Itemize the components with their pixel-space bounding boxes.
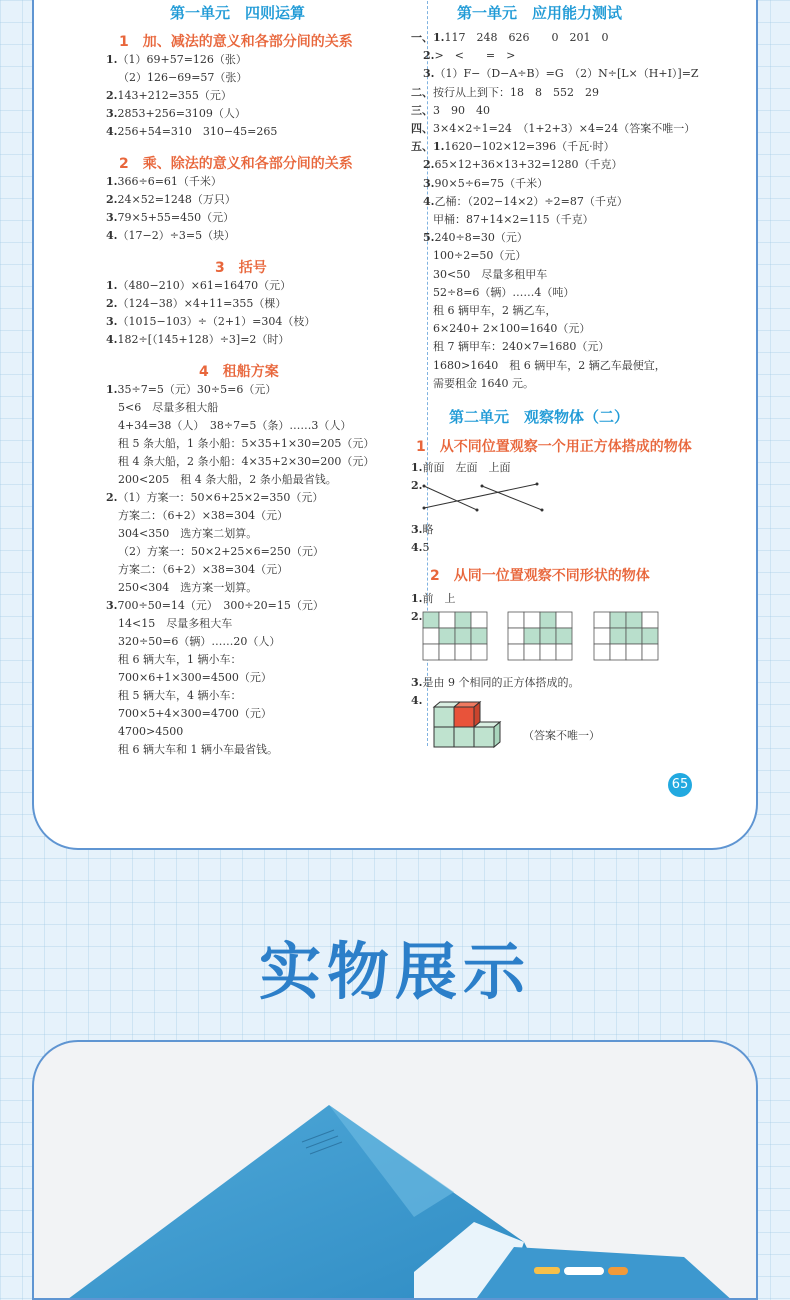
grid-cell — [594, 644, 610, 660]
answer-text: 租 5 条大船，1 条小船：5×35+1×30=205（元） — [118, 437, 375, 450]
answer-line — [118, 435, 374, 453]
answer-text: 5<6 尽量多租大船 — [118, 401, 219, 414]
section-title: 2 乘、除法的意义和各部分间的关系 — [119, 156, 353, 172]
grid-cell — [439, 644, 455, 660]
answer-number: 1. — [106, 53, 118, 66]
grid-cell — [626, 628, 642, 644]
answer-text: 52÷8=6（辆）……4（吨） — [433, 285, 575, 299]
answer-text: 1620−102×12=396（千瓦·时） — [444, 140, 615, 154]
answer-text: （480−210）×61=16470（元） — [117, 279, 292, 292]
answer-number: 2. — [106, 193, 118, 206]
answer-number: 1. — [411, 592, 423, 605]
answer-line — [118, 507, 288, 525]
answer-text: 租 6 辆大车，1 辆小车： — [118, 653, 242, 666]
answer-line — [433, 266, 547, 284]
answer-line — [411, 590, 455, 608]
answer-line — [118, 579, 257, 597]
answer-text: 240÷8=30（元） — [434, 231, 528, 245]
answer-text: 是由 9 个相同的正方体搭成的。 — [422, 676, 580, 689]
grid-cell — [455, 612, 471, 628]
answer-text: （17−2）÷3=5（块） — [117, 229, 236, 242]
grid-cell — [540, 644, 556, 660]
answer-line — [106, 105, 246, 123]
answer-text: 2853+256=3109（人） — [117, 107, 246, 120]
answer-line — [118, 651, 242, 669]
answer-text: 366÷6=61（千米） — [117, 175, 222, 188]
answer-line — [118, 669, 272, 687]
answer-text: 需要租金 1640 元。 — [433, 376, 534, 390]
cube-structure-icon — [432, 700, 508, 750]
grid-cell — [471, 644, 487, 660]
answer-text: 按行从上到下：18 8 552 29 — [433, 85, 599, 99]
answer-number: 5. — [423, 231, 435, 245]
section-title: 1 从不同位置观察一个用正方体搭成的物体 — [416, 439, 692, 455]
answer-line — [411, 120, 695, 138]
answer-number: 4. — [411, 694, 423, 707]
grid-cell — [423, 612, 439, 628]
answer-line — [118, 615, 232, 633]
answer-line — [118, 453, 374, 471]
answer-text: （2）方案一：50×2+25×6=250（元） — [118, 545, 324, 558]
answer-text: 租 5 辆大车，4 辆小车： — [118, 689, 242, 702]
answer-number: 1. — [106, 175, 118, 188]
answer-text: 320÷50=6（辆）……20（人） — [118, 635, 281, 648]
grid-cell — [594, 628, 610, 644]
answer-line — [118, 525, 257, 543]
answer-text: （2）126−69=57（张） — [118, 71, 248, 84]
answer-number: 三、 — [411, 103, 433, 117]
answer-line — [106, 173, 222, 191]
answer-line — [106, 87, 232, 105]
answer-text: 100÷2=50（元） — [433, 249, 527, 263]
grid-cell — [439, 612, 455, 628]
answer-text: 3×4×2÷1=24 （1+2+3）×4=24（答案不唯一） — [433, 122, 696, 135]
answer-line — [106, 597, 324, 615]
answer-line — [433, 338, 609, 356]
answer-text: 5 — [422, 541, 430, 554]
answer-line — [411, 138, 615, 156]
answer-text: 略 — [422, 523, 434, 536]
answer-text: 乙桶：（202−14×2）÷2=87（千克） — [434, 194, 628, 208]
answer-line — [118, 633, 280, 651]
product-photo-card — [32, 1040, 758, 1300]
answer-line — [423, 229, 528, 247]
answer-line — [106, 191, 236, 209]
answer-line — [423, 156, 623, 174]
grid-cell — [455, 628, 471, 644]
cube-note: （答案不唯一） — [523, 729, 600, 742]
answer-line — [118, 705, 272, 723]
grid-cell — [508, 628, 524, 644]
answer-line — [118, 687, 242, 705]
answer-line — [118, 399, 218, 417]
answer-line — [411, 102, 490, 120]
grid-cell — [508, 644, 524, 660]
answer-line — [423, 65, 699, 83]
answer-number: 一、1. — [411, 31, 445, 44]
answer-text: 租 7 辆甲车：240×7=1680（元） — [433, 340, 610, 354]
answer-text: 4+34=38（人） 38÷7=5（条）……3（人） — [118, 419, 352, 432]
answer-text: 143+212=355（元） — [117, 89, 232, 102]
answer-number: 4. — [411, 541, 423, 554]
answer-number: 4. — [106, 125, 118, 138]
answer-number: 3. — [106, 211, 118, 224]
answer-text: 前 上 — [422, 592, 456, 605]
answer-line — [106, 381, 276, 399]
answer-number: 2. — [106, 89, 118, 102]
view-grid-3 — [593, 611, 659, 661]
answer-line — [118, 561, 288, 579]
grid-cell — [556, 644, 572, 660]
answer-number: 3. — [411, 676, 423, 689]
answer-number: 3. — [106, 599, 118, 612]
answer-text: 6×240+ 2×100=1640（元） — [433, 322, 591, 336]
answer-text: 30<50 尽量多租甲车 — [433, 267, 548, 281]
answer-number: 四、 — [411, 122, 433, 135]
grid-cell — [471, 612, 487, 628]
answer-line — [118, 543, 324, 561]
answer-text: 方案二：（6+2）×38=304（元） — [118, 563, 289, 576]
answer-number: 二、 — [411, 85, 433, 99]
unit2-title: 第二单元 观察物体（二） — [449, 408, 630, 426]
answer-line — [423, 193, 628, 211]
answer-number: 1. — [411, 461, 423, 474]
answer-text: > < = > — [434, 49, 516, 63]
answer-line — [411, 539, 429, 557]
grid-cell — [540, 612, 556, 628]
answer-text: 租 6 辆甲车，2 辆乙车， — [433, 304, 557, 317]
answer-text: 前面 左面 上面 — [422, 461, 511, 474]
grid-cell — [642, 644, 658, 660]
answer-line — [433, 320, 590, 338]
answer-text: （1015−103）÷（2+1）=304（枝） — [117, 315, 316, 328]
grid-cell — [642, 612, 658, 628]
answer-text: 117 248 626 0 201 0 — [444, 31, 609, 44]
grid-cell — [540, 628, 556, 644]
answer-text: 租 6 辆大车和 1 辆小车最省钱。 — [118, 743, 278, 756]
answer-text: 14<15 尽量多租大车 — [118, 617, 233, 630]
answer-text: 4700>4500 — [118, 725, 184, 738]
answer-line — [433, 302, 557, 320]
answer-line — [106, 295, 286, 313]
answer-number: 2. — [106, 491, 118, 504]
line-matching-diagram — [422, 478, 552, 518]
answer-line — [433, 211, 594, 229]
answer-line — [118, 471, 337, 489]
grid-cell — [423, 644, 439, 660]
left-unit-title: 第一单元 四则运算 — [170, 4, 306, 22]
answer-number: 1. — [106, 383, 118, 396]
grid-cell — [439, 628, 455, 644]
section-title: 2 从同一位置观察不同形状的物体 — [430, 568, 650, 584]
answer-text: 79×5+55=450（元） — [117, 211, 235, 224]
answer-line — [433, 284, 574, 302]
answer-number: 2. — [106, 297, 118, 310]
answer-line — [106, 51, 247, 69]
answer-line — [411, 29, 608, 47]
answer-number: 2. — [423, 49, 435, 63]
section-title: 3 括号 — [215, 260, 267, 276]
answer-text: 24×52=1248（万只） — [117, 193, 236, 206]
answer-line — [433, 357, 666, 375]
answer-line — [106, 331, 289, 349]
answer-text: 甲桶：87+14×2=115（千克） — [433, 213, 594, 226]
answer-text: 304<350 选方案二划算。 — [118, 527, 258, 540]
answer-text: 65×12+36×13+32=1280（千克） — [434, 158, 623, 172]
answer-text: 90×5÷6=75（千米） — [434, 176, 549, 190]
grid-cell — [610, 612, 626, 628]
grid-cell — [524, 644, 540, 660]
grid-cell — [626, 612, 642, 628]
answer-line — [411, 84, 599, 102]
right-unit-title: 第一单元 应用能力测试 — [457, 4, 623, 22]
grid-cell — [455, 644, 471, 660]
answer-number: 4. — [423, 194, 435, 208]
answer-text: 租 4 条大船，2 条小船：4×35+2×30=200（元） — [118, 455, 375, 468]
answer-text: 182÷[（145+128）÷3]=2（时） — [117, 333, 290, 346]
grid-cell — [556, 612, 572, 628]
grid-cell — [524, 612, 540, 628]
grid-cell — [556, 628, 572, 644]
answer-line — [423, 47, 515, 65]
answer-line — [106, 123, 277, 141]
answer-text: 方案二：（6+2）×38=304（元） — [118, 509, 289, 522]
answer-text: 700×6+1×300=4500（元） — [118, 671, 272, 684]
answer-text: （1）方案一：50×6+25×2=350（元） — [117, 491, 324, 504]
answer-number: 3. — [106, 107, 118, 120]
grid-cell — [423, 628, 439, 644]
answer-line — [411, 674, 579, 692]
answer-text: （1）F−（D−A÷B）=G （2）N÷[L×（H+I）]=Z — [434, 67, 699, 81]
answer-text: （124−38）×4+11=355（棵） — [117, 297, 287, 310]
answer-number: 3. — [423, 176, 435, 190]
answer-number: 五、1. — [411, 140, 445, 154]
answer-line — [411, 521, 433, 539]
answer-line — [118, 69, 247, 87]
view-grid-1 — [422, 611, 488, 661]
answer-text: 256+54=310 310−45=265 — [117, 125, 278, 138]
section-title: 4 租船方案 — [199, 364, 279, 380]
answer-text: 250<304 选方案一划算。 — [118, 581, 258, 594]
answer-number: 3. — [423, 67, 435, 81]
page-number: 65 — [668, 773, 692, 797]
answer-number: 3. — [106, 315, 118, 328]
product-photo-image — [34, 1042, 758, 1300]
answer-line — [411, 477, 422, 495]
answer-text: 35÷7=5（元）30÷5=6（元） — [117, 383, 277, 396]
answer-number: 2. — [411, 479, 423, 492]
answer-number: 3. — [411, 523, 423, 536]
answer-line — [106, 227, 235, 245]
grid-cell — [594, 612, 610, 628]
grid-cell — [626, 644, 642, 660]
answer-line — [106, 277, 291, 295]
answer-line — [106, 313, 315, 331]
showcase-title: 实物展示 — [258, 935, 531, 1008]
answer-text: 200<205 租 4 条大船，2 条小船最省钱。 — [118, 473, 337, 486]
answer-line — [433, 375, 534, 393]
grid-cell — [471, 628, 487, 644]
answer-number: 4. — [106, 333, 118, 346]
answer-line — [423, 175, 548, 193]
answer-number: 1. — [106, 279, 118, 292]
grid-cell — [642, 628, 658, 644]
grid-cell — [524, 628, 540, 644]
answer-text: 700÷50=14（元） 300÷20=15（元） — [117, 599, 324, 612]
answer-line — [411, 692, 422, 710]
section-title: 1 加、减法的意义和各部分间的关系 — [119, 34, 353, 50]
answer-line — [118, 741, 278, 759]
answer-line — [106, 209, 234, 227]
answer-line — [118, 417, 351, 435]
answer-line — [411, 459, 510, 477]
answer-text: 3 90 40 — [433, 103, 490, 117]
answer-number: 2. — [411, 610, 423, 623]
grid-cell — [610, 644, 626, 660]
answer-line — [106, 489, 323, 507]
answer-number: 4. — [106, 229, 118, 242]
answer-line — [118, 723, 183, 741]
answer-line — [411, 608, 422, 626]
answer-text: 1680>1640 租 6 辆甲车，2 辆乙车最便宜， — [433, 358, 666, 372]
grid-cell — [508, 612, 524, 628]
answer-text: 700×5+4×300=4700（元） — [118, 707, 272, 720]
answer-number: 2. — [423, 158, 435, 172]
answer-line — [433, 247, 526, 265]
answer-text: （1）69+57=126（张） — [117, 53, 247, 66]
grid-cell — [610, 628, 626, 644]
view-grid-2 — [507, 611, 573, 661]
